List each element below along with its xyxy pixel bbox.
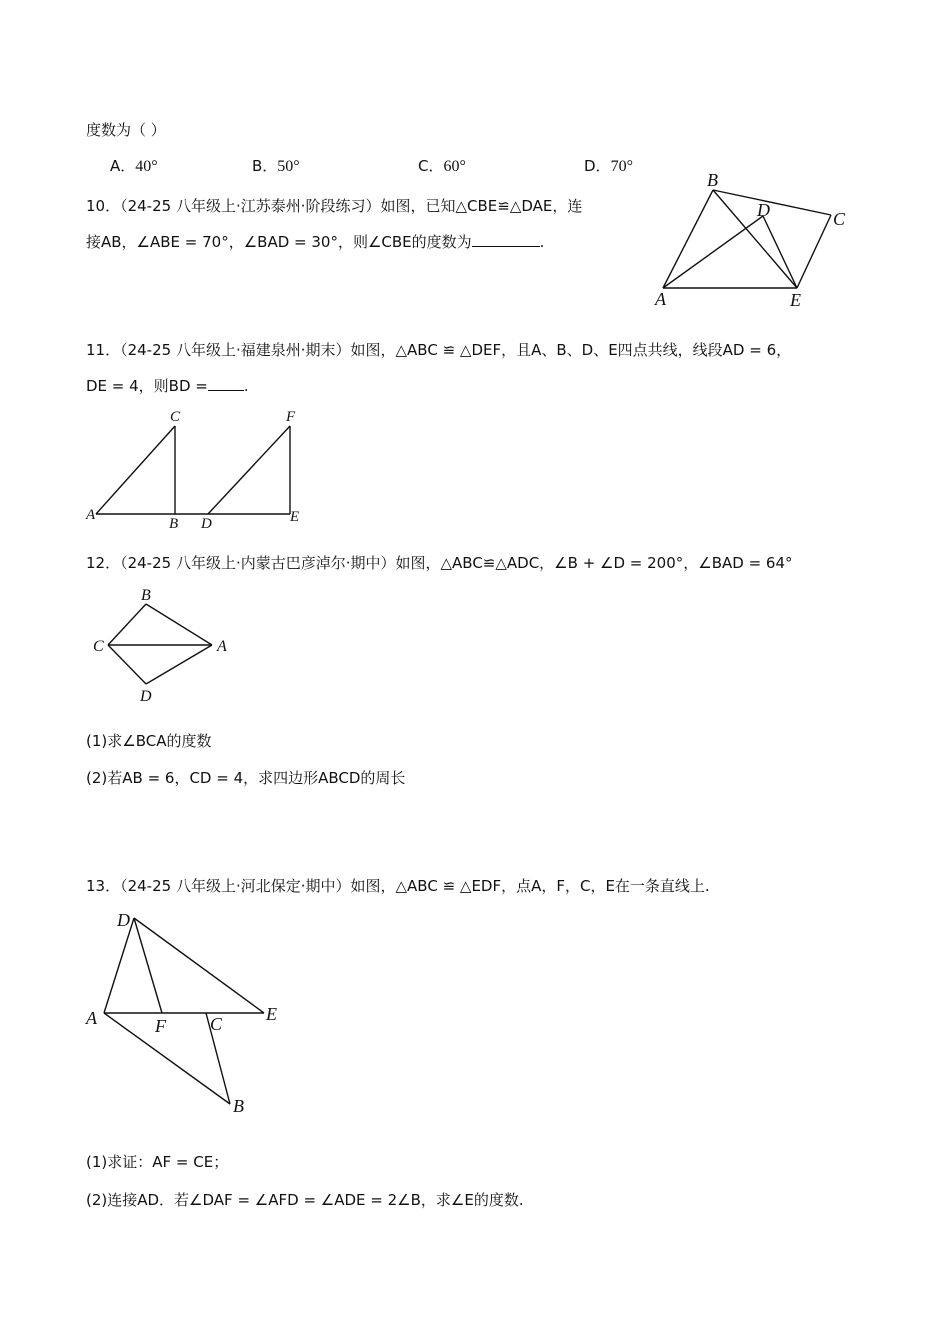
q12-part2: (2)若AB = 6，CD = 4，求四边形ABCD的周长 — [86, 769, 406, 787]
option-value: 70° — [610, 158, 633, 175]
point-label-f: F — [286, 409, 296, 425]
point-label-c: C — [833, 209, 846, 229]
question-source: （24-25 八年级上·江苏泰州·阶段练习） — [120, 197, 381, 215]
point-label-b: B — [233, 1096, 244, 1116]
q13-part2: (2)连接AD．若∠DAF = ∠AFD = ∠ADE = 2∠B，求∠E的度数. — [86, 1191, 524, 1209]
point-label-c: C — [93, 638, 104, 655]
point-label-a: A — [86, 1008, 97, 1028]
q12-line1 — [86, 553, 793, 573]
point-label-a: A — [86, 507, 96, 523]
option-letter: A． — [110, 157, 136, 175]
question-text: 如图，△ABC ≌ △EDF，点A，F，C，E在一条直线上. — [350, 877, 710, 895]
q11-line1 — [86, 340, 791, 360]
q11-line2: DE = 4，则BD = . — [86, 377, 249, 395]
point-label-e: E — [290, 509, 300, 525]
q9-stem-tail: 度数为（ ） — [86, 121, 166, 139]
question-text: 如图，已知△CBE≌△DAE，连 — [380, 197, 583, 215]
question-text: 如图，△ABC≌△ADC，∠B + ∠D = 200°，∠BAD = 64° — [395, 554, 793, 572]
question-text: 接AB，∠ABE = 70°，∠BAD = 30°，则∠CBE的度数为 — [86, 233, 472, 251]
point-label-b: B — [141, 587, 151, 604]
option-letter: D． — [584, 157, 611, 175]
q12-part1: (1)求∠BCA的度数 — [86, 732, 212, 750]
option-letter: C． — [418, 157, 444, 175]
point-label-c: C — [210, 1014, 223, 1034]
point-label-d: D — [117, 910, 130, 930]
q12-figure — [88, 584, 248, 706]
point-label-f: F — [155, 1016, 166, 1036]
point-label-d: D — [757, 200, 770, 220]
point-label-d: D — [201, 516, 212, 532]
question-number: 10． — [86, 197, 121, 215]
q9-option-c[interactable] — [418, 156, 466, 177]
q9-option-b[interactable] — [252, 156, 300, 177]
point-label-e: E — [266, 1004, 277, 1024]
q9-option-d[interactable] — [584, 156, 633, 177]
q10-figure — [655, 168, 855, 313]
point-label-d: D — [140, 688, 152, 705]
question-number: 13． — [86, 877, 121, 895]
option-value: 50° — [277, 158, 300, 175]
option-letter: B． — [252, 157, 278, 175]
point-label-a: A — [655, 289, 666, 309]
point-label-b: B — [707, 170, 718, 190]
question-source: （24-25 八年级上·内蒙古巴彦淖尔·期中） — [120, 554, 396, 572]
question-number: 11． — [86, 341, 121, 359]
option-value: 60° — [443, 158, 466, 175]
question-text: DE = 4，则BD = — [86, 377, 208, 395]
q9-option-a[interactable] — [110, 156, 158, 177]
question-source: （24-25 八年级上·河北保定·期中） — [120, 877, 351, 895]
q11-figure — [82, 404, 312, 534]
point-label-a: A — [217, 638, 227, 655]
question-text: 如图，△ABC ≌ △DEF，且A、B、D、E四点共线，线段AD = 6， — [350, 341, 792, 359]
q13-part1: (1)求证：AF = CE； — [86, 1153, 229, 1171]
point-label-e: E — [790, 290, 801, 310]
answer-blank[interactable] — [208, 376, 244, 391]
question-number: 12． — [86, 554, 121, 572]
point-label-c: C — [170, 409, 181, 425]
option-value: 40° — [135, 158, 158, 175]
answer-blank[interactable] — [472, 232, 540, 247]
point-label-b: B — [169, 516, 179, 532]
question-source: （24-25 八年级上·福建泉州·期末） — [120, 341, 351, 359]
q13-line1 — [86, 876, 710, 896]
q10-line2: 接AB，∠ABE = 70°，∠BAD = 30°，则∠CBE的度数为 . — [86, 233, 545, 251]
q10-line1 — [86, 196, 582, 216]
q13-figure — [84, 906, 294, 1121]
